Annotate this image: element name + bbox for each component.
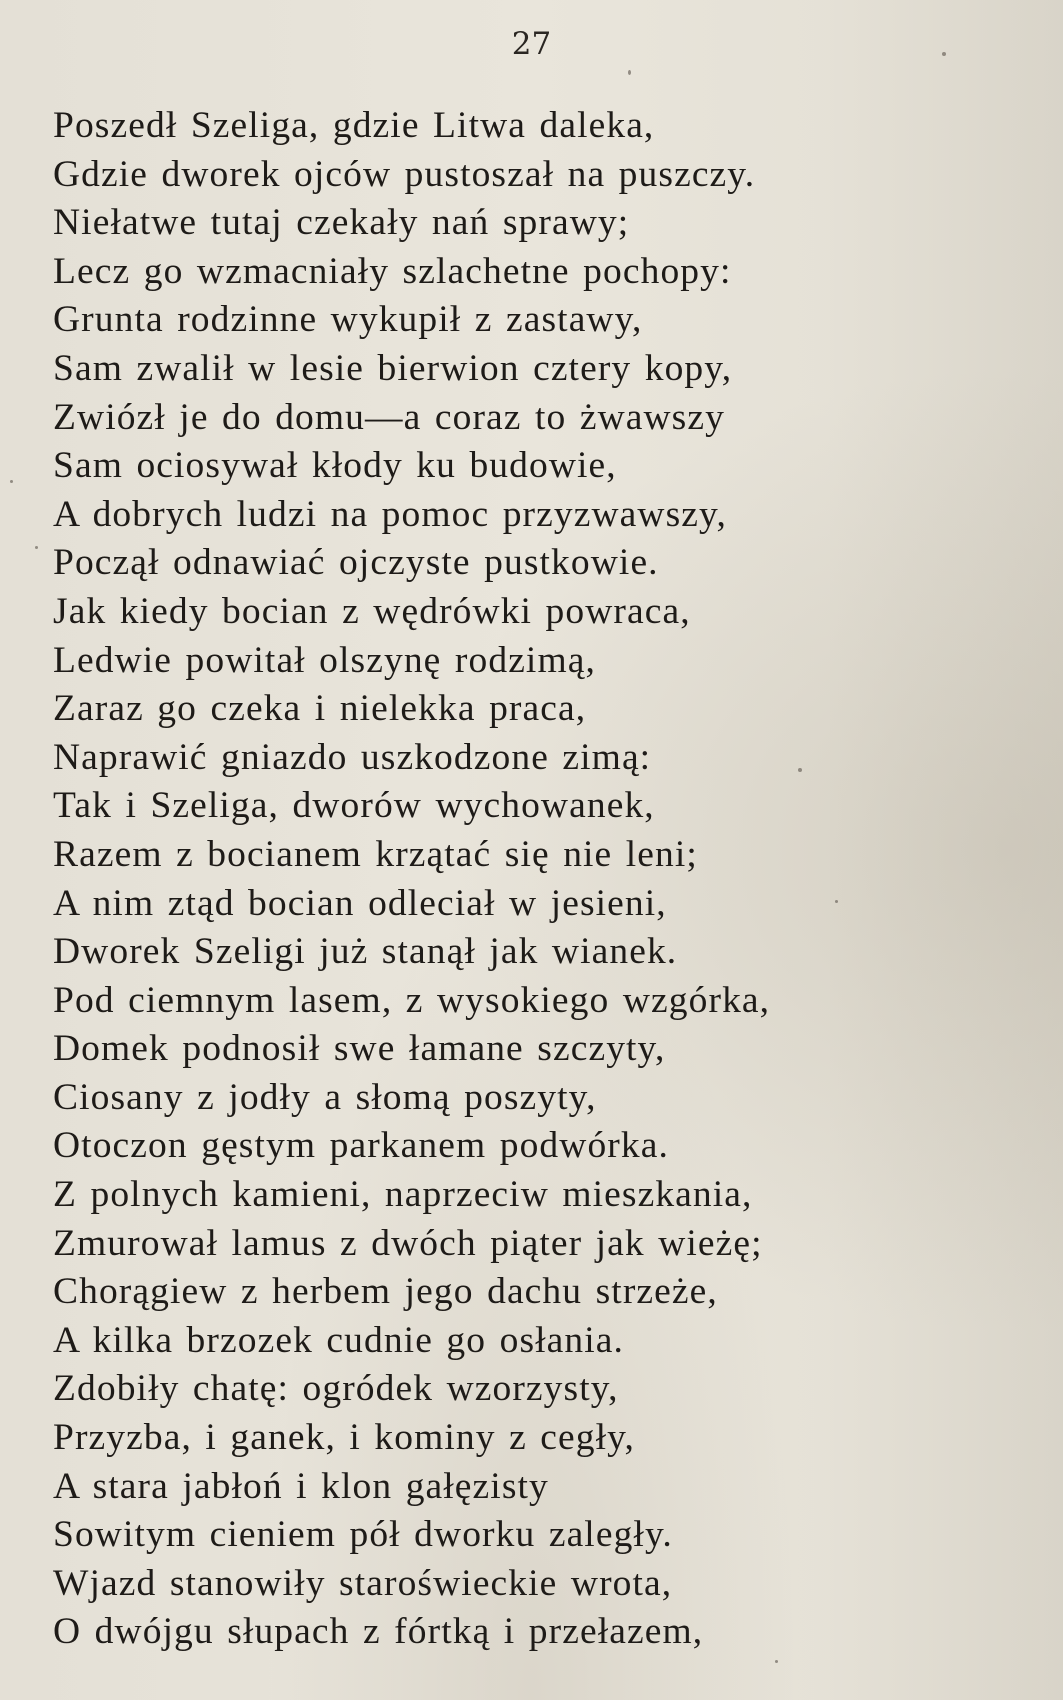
poem-line: Sam ociosywał kłody ku budowie,: [53, 445, 617, 487]
poem-line: A dobrych ludzi na pomoc przyzwawszy,: [53, 493, 727, 535]
poem-line: Razem z bocianem krzątać się nie leni;: [53, 833, 698, 875]
poem-line: Otoczon gęstym parkanem podwórka.: [53, 1125, 669, 1167]
paper-speck: [798, 768, 802, 772]
poem-line: Tak i Szeliga, dworów wychowanek,: [53, 785, 655, 827]
paper-speck: [835, 900, 838, 903]
poem-line: A stara jabłoń i klon gałęzisty: [53, 1465, 549, 1507]
poem-line: Dworek Szeligi już stanął jak wianek.: [53, 931, 678, 973]
poem-line: Sam zwalił w lesie bierwion cztery kopy,: [53, 347, 733, 389]
poem-line: Wjazd stanowiły staroświeckie wrota,: [53, 1562, 673, 1604]
poem-line: Gdzie dworek ojców pustoszał na puszczy.: [53, 153, 756, 195]
poem-line: Ciosany z jodły a słomą poszyty,: [53, 1076, 597, 1118]
paper-speck: [628, 70, 631, 75]
poem-line: Z polnych kamieni, naprzeciw mieszkania,: [53, 1174, 753, 1216]
poem-line: Zaraz go czeka i nielekka praca,: [53, 688, 587, 730]
poem-line: Zwiózł je do domu—a coraz to żwawszy: [53, 396, 725, 438]
poem-line: Zdobiły chatę: ogródek wzorzysty,: [53, 1368, 619, 1410]
poem-line: Grunta rodzinne wykupił z zastawy,: [53, 299, 643, 341]
poem-line: Poszedł Szeliga, gdzie Litwa daleka,: [53, 105, 655, 146]
paper-speck: [35, 546, 38, 549]
poem-line: Domek podnosił swe łamane szczyty,: [53, 1028, 666, 1070]
poem-line: Począł odnawiać ojczyste pustkowie.: [53, 542, 659, 584]
paper-speck: [10, 480, 13, 483]
poem-line: A nim ztąd bocian odleciał w jesieni,: [53, 882, 667, 924]
poem-line: Przyzba, i ganek, i kominy z cegły,: [53, 1417, 636, 1459]
poem-line: A kilka brzozek cudnie go osłania.: [53, 1319, 624, 1361]
page-number: 27: [511, 26, 552, 62]
poem-line: Jak kiedy bocian z wędrówki powraca,: [53, 590, 691, 632]
poem-line: Ledwie powitał olszynę rodzimą,: [53, 639, 596, 681]
paper-speck: [942, 52, 946, 56]
poem-text: [53, 102, 1033, 1657]
poem-line: O dwójgu słupach z fórtką i przełazem,: [53, 1611, 704, 1653]
poem-line: Pod ciemnym lasem, z wysokiego wzgórka,: [53, 979, 771, 1021]
poem-line: Zmurował lamus z dwóch piąter jak wieżę;: [53, 1222, 763, 1264]
poem-line: Niełatwe tutaj czekały nań sprawy;: [53, 202, 630, 244]
poem-line: Naprawić gniazdo uszkodzone zimą:: [53, 736, 652, 778]
poem-line: Lecz go wzmacniały szlachetne pochopy:: [53, 250, 732, 292]
paper-speck: [775, 1660, 778, 1663]
poem-line: Sowitym cieniem pół dworku zaległy.: [53, 1514, 673, 1556]
poem-line: Chorągiew z herbem jego dachu strzeże,: [53, 1271, 718, 1313]
